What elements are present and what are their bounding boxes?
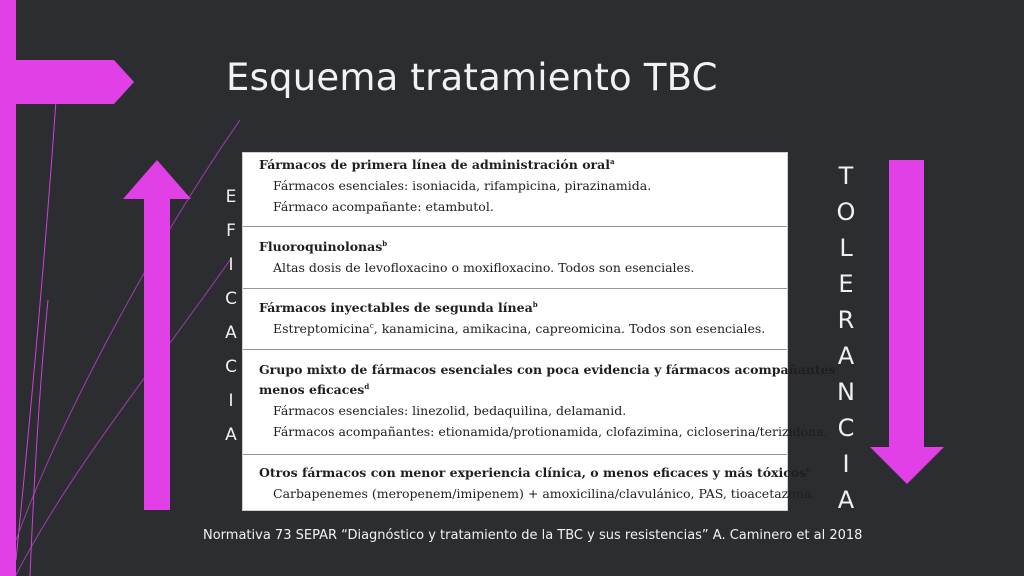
table-section-first-line [243, 153, 787, 227]
tolerancia-letter: A [837, 486, 855, 514]
footer-citation: Normativa 73 SEPAR “Diagnóstico y tratamiento de la TBC y sus resistencias” A. Caminero et al 2018 [203, 528, 863, 543]
section-heading: Fluoroquinolonas$^b$ [259, 239, 388, 254]
table-section-fluoroquinolones [243, 227, 787, 289]
tolerancia-letter: T [838, 162, 854, 190]
decorative-lines [16, 100, 240, 576]
section-line: Carbapenemes (meropenem/imipenem) + amoxicilina/clavulánico, PAS, tioacetazona. [273, 486, 816, 501]
section-line: Fármacos esenciales: isoniacida, rifampicina, pirazinamida. [273, 178, 652, 193]
table-section-mixed-group [243, 350, 836, 455]
eficacia-letter: E [225, 187, 237, 207]
tolerancia-letter: I [842, 450, 850, 478]
section-heading: Otros fármacos con menor experiencia clínica, o menos eficaces y más tóxicos$^e$ [259, 465, 811, 480]
slide-title: Esquema tratamiento TBC [226, 56, 718, 99]
tolerancia-letter: O [836, 198, 856, 226]
section-line: Fármacos esenciales: linezolid, bedaquilina, delamanid. [273, 403, 627, 418]
eficacia-vertical-label [219, 184, 243, 456]
section-heading: Fármacos de primera línea de administración oral$^a$ [259, 157, 615, 172]
tolerancia-letter: N [837, 378, 855, 406]
tolerancia-letter: L [839, 234, 853, 262]
eficacia-letter: A [225, 323, 237, 343]
down-arrow-icon [870, 160, 944, 484]
table-section-injectables [243, 289, 787, 350]
tolerancia-letter: C [837, 414, 855, 442]
tolerancia-letter: A [837, 342, 855, 370]
pentagon-marker-icon [16, 60, 134, 104]
tolerancia-letter: E [838, 270, 854, 298]
section-line: Altas dosis de levofloxacino o moxifloxacino. Todos son esenciales. [273, 260, 695, 275]
section-line: Fármacos acompañantes: etionamida/protionamida, clofazimina, cicloserina/terizidona. [273, 424, 828, 439]
left-accent-bar [0, 0, 16, 576]
eficacia-letter: I [228, 255, 234, 275]
section-heading-cont: menos eficaces$^d$ [259, 382, 370, 397]
eficacia-letter: A [225, 425, 237, 445]
tolerancia-vertical-label [832, 161, 860, 521]
eficacia-letter: I [228, 391, 234, 411]
section-heading: Fármacos inyectables de segunda línea$^b$ [259, 300, 538, 315]
section-line: Estreptomicina$^c$, kanamicina, amikacina, capreomicina. Todos son esenciales. [273, 321, 766, 336]
tolerancia-letter: R [837, 306, 855, 334]
eficacia-letter: C [225, 357, 237, 377]
eficacia-letter: C [225, 289, 237, 309]
eficacia-letter: F [226, 221, 236, 241]
up-arrow-icon [123, 160, 191, 510]
drug-table [243, 153, 836, 510]
section-line: Fármaco acompañante: etambutol. [273, 199, 494, 214]
table-section-other-drugs [243, 455, 816, 510]
section-heading: Grupo mixto de fármacos esenciales con poca evidencia y fármacos acompañantes [259, 362, 836, 377]
